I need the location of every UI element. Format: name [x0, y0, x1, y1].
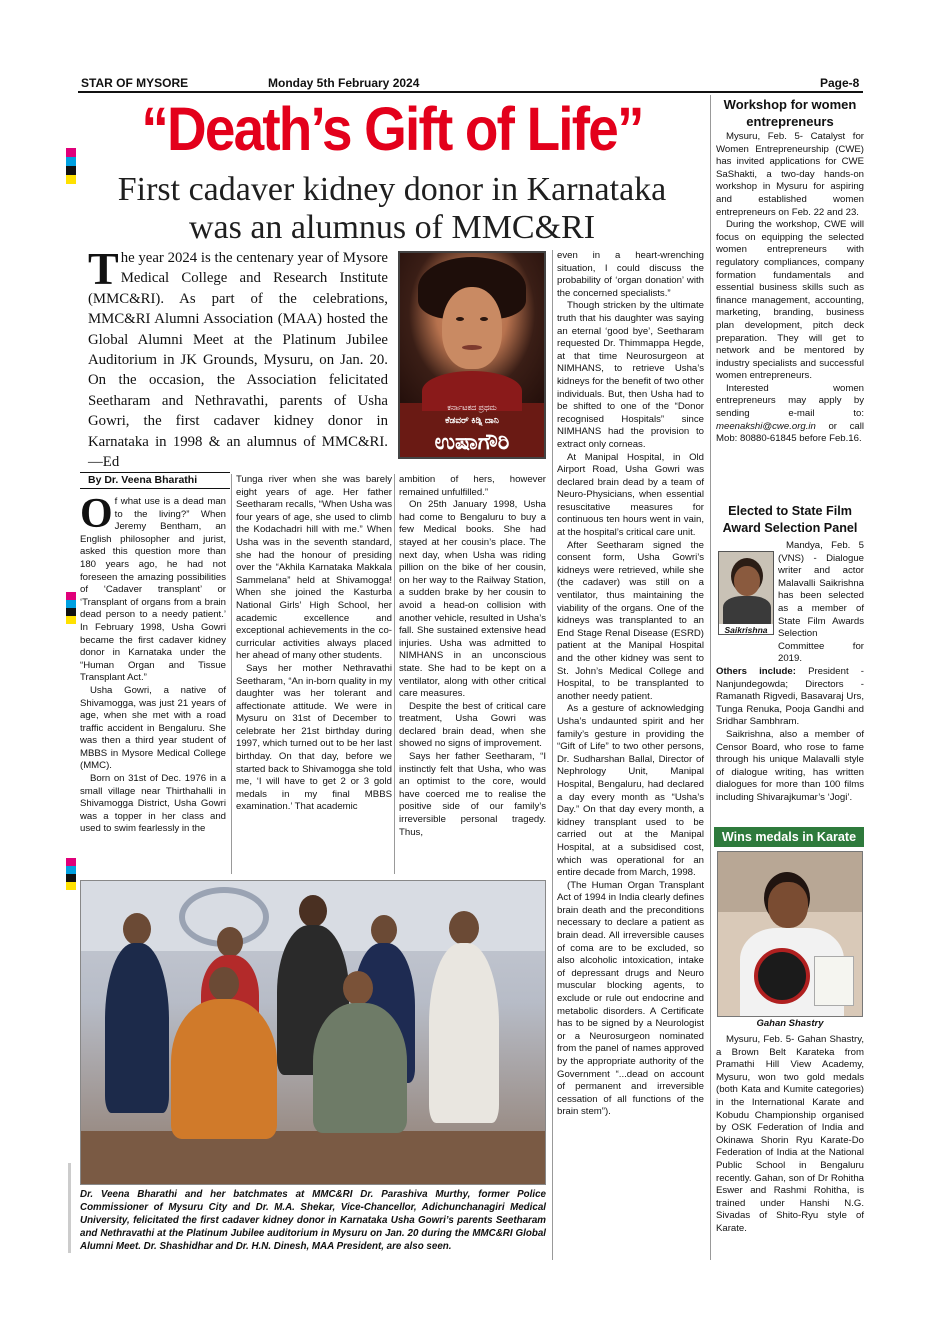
kannada-name: ಉಷಾಗೌರಿ — [434, 429, 510, 454]
karate-photo — [717, 851, 863, 1017]
headline: “Death’s Gift of Life” — [141, 95, 643, 163]
column-rule-2 — [394, 474, 395, 874]
issue-date: Monday 5th February 2024 — [268, 76, 420, 90]
caption-rule — [68, 1163, 71, 1253]
col1-para-1: f what use is a dead man to the living?” When Jeremy Bentham, an English philosopher and jurist, asked this question more than 180 years ago, he had not foreseen the amazing possibilities of ‘Cadaver transplant’ or ‘Transplant of organs from a brain dead person to a needy patient.’ In February 1998, Usha Gowri became the first cadaver kidney donor in Karnataka under the “Human Organ and Tissue Transplant Act.” — [80, 496, 226, 684]
col3-para-2: On 25th January 1998, Usha had come to Bengaluru to buy a few Medical books. She had stayed at her cousin’s place. The next day, when Usha was riding pillion on the bike of her cousin, on her way to the Railway Station, a sudden brake by her cousin to avoid a head-on collision with another vehicle, resulted in Usha’s fall. She sustained extensive head injuries. Usha was admitted to NIMHANS in an unconscious state. She had to be kept on a ventilator, along with other critical care measures. — [399, 499, 546, 700]
byline: By Dr. Veena Bharathi — [88, 474, 198, 486]
sidebar-film-title: Elected to State Film Award Selection Panel — [722, 504, 858, 535]
saikrishna-caption: Saikrishna — [719, 624, 773, 635]
byline-rule — [80, 472, 230, 473]
article-column-3 — [399, 474, 546, 839]
col3-para-4: Says her father Seetharam, “I instinctly felt that Usha, who was an optimist to the core, would have coerced me to realise the positive side of our family’s irreversible personal tragedy. Thus, — [399, 751, 546, 838]
col4-para-2: Though stricken by the ultimate truth that his daughter was saying an eternal ‘good bye’, Seetharam requested Dr. Thimmappa Hegde, at that time Neurosurgeon at NIMHANS, to retrieve Usha’s kidneys for the benefit of two other individuals. But, then Usha had to be shifted to one of the “Donor recognised Hospitals” since NIMHANS had the provision to extract only corneas. — [557, 300, 704, 450]
sidebar-workshop-title: Workshop for women entrepreneurs — [723, 97, 857, 129]
kannada-caption-mid: ಕೆಡವರ್ ಕಿಡ್ನಿ ದಾನಿ — [445, 415, 499, 425]
sidebar-workshop-email[interactable]: meenakshi@cwe.org.in — [716, 420, 816, 432]
registration-marks-mid — [66, 592, 76, 624]
registration-marks-low — [66, 858, 76, 890]
col2-para-2: Says her mother Nethravathi Seetharam, “An in-born quality in my daughter was her tolerant and affectionate attitude. We were in Mysuru on 31st of December to celebrate her 21st birthday during 1997, which turned out to be her last birthday. On that day, before we started back to Shivamogga she told me, ‘I will have to get 2 or 3 gold medals in my final MBBS examination.’ That academic — [236, 662, 392, 813]
sidebar-karate-title: Wins medals in Karate — [721, 830, 857, 844]
col4-para-4: After Seetharam signed the consent form, Usha Gowri’s kidneys were retrieved, while she (the cadaver) was still on a ventilator, thus maintaining the viability of the organs. One of the kidneys was transplanted to an End Stage Renal Disease (ESRD) patient at the Manipal Hospital and the other kidney was sent to St. John’s Medical College and Hospital, to be transplanted to another needy patient. — [557, 539, 704, 702]
column-rule-3 — [552, 250, 553, 1260]
column-rule-1 — [231, 474, 232, 874]
article-column-1 — [80, 491, 226, 836]
sidebar-film-para-2: Saikrishna, also a member of Censor Board, who rose to fame through his unique Malavalli style of dialogue writing, has written dialogues for more than 100 films including Shivarajkumar’s ‘Jogi’. — [716, 728, 864, 803]
column-rule-sidebar — [710, 95, 711, 1260]
subheadline-1: First cadaver kidney donor in Karnataka — [117, 171, 667, 208]
intro-dropcap: T — [88, 243, 119, 294]
portrait-photo — [398, 251, 546, 459]
page-number: Page-8 — [820, 76, 860, 90]
article-column-4 — [557, 250, 704, 1119]
sidebar-karate-body — [716, 1034, 864, 1236]
group-photo — [80, 880, 546, 1185]
col3-para-3: Despite the best of critical care treatment, Usha Gowri was declared brain dead, when she showed no signs of improvement. — [399, 700, 546, 750]
col2-para-1: Tunga river when she was barely eight years of age. Her father Seetharam recalls, “When Usha was four years of age, she used to climb the Kodachadri hill with me.” When Usha was in the seventh standard, she had the honour of presiding over the “Akhila Karnataka Makkala Sammelana” held at Shivamogga! When she joined the Kasturba National Girls’ High School, her academic excellence and exceptional achievements in the co-curricular activities always placed her ahead of many other students. — [236, 474, 392, 662]
col4-para-5: As a gesture of acknowledging Usha’s undaunted spirit and her family’s gesture in providing the “Gift of Life” to two other persons, Dr. Sudharshan Ballal, Director of Nephrology Unit, Manipal Hospital, Bengaluru, had declared a day every month as “Usha’s Day.” On that day every month, a kidney transplant used to be carried out at the Manipal Hospital, at a subsidised cost, which was operational for an entire decade from March, 1998. — [557, 703, 704, 879]
sidebar-workshop-para-2: During the workshop, CWE will focus on equipping the selected women entrepreneurs with regulatory compliances, company formation fundamentals and essential business skills such as finance management, accounting, marketing, branding, business plan development, pitch deck preparation. They will get to network and be mentored by industry specialists and successful women entrepreneurs. — [716, 219, 864, 382]
paper-name: STAR OF MYSORE — [81, 76, 189, 90]
sidebar-karate-para-1: Mysuru, Feb. 5- Gahan Shastry, a Brown Belt Karateka from Pramathi Hill View Academy, Mysuru, won two gold medals (both Kata and Kumite categories) in the International Karate and Kobudu Championship organised by OSK Federation of India and Okinawa Shorin Ryu Karate-Do Federation of India at the National Public School in Bengaluru recently. Gahan, son of Dr Rohitha Eswer and Rashmi Rohitha, is trained under Hanshi N.G. Sivadas of Shito-Ryu style of Karate. — [716, 1034, 864, 1234]
sidebar-workshop-para-1: Mysuru, Feb. 5- Catalyst for Women Entrepreneurship (CWE) has invited applications for CWE SaShakti, a two-day hands-on workshop in Mysuru for aspiring and established women entrepreneurs on Feb. 22 and 23. — [716, 131, 864, 218]
col1-para-2: Usha Gowri, a native of Shivamogga, was just 21 years of age, when she met with a road traffic accident in Bengaluru. She was then a third year student of MBBS in Mysore Medical College (MMC). — [80, 684, 226, 772]
col4-para-1: even in a heart-wrenching situation, I could discuss the probability of ‘organ donation’ with the concerned specialists.” — [557, 250, 704, 299]
saikrishna-photo — [718, 551, 774, 635]
article-column-2 — [236, 474, 392, 814]
intro-block — [88, 243, 388, 472]
group-photo-caption: Dr. Veena Bharathi and her batchmates at MMC&RI Dr. Parashiva Murthy, former Police Commissioner of Mysuru City and Dr. M.A. Shekar, Vice-Chancellor, Adichunchanagiri Medical University, felicitated the first cadaver kidney donor in Karnataka Usha Gowri’s parents Seetharam and Nethravathi at the Platinum Jubilee auditorium in Mysuru on Jan. 20 during the MMC&RI Global Alumni Meet. Dr. Shashidhar and Dr. H.N. Dinesh, MAA President, are also seen. — [80, 1189, 546, 1252]
sidebar-film-others-label: Others include: — [716, 665, 796, 677]
sidebar-workshop-para-3b: or call Mob: 80880-61845 before Feb.16. — [716, 420, 864, 445]
byline-rule-bottom — [80, 488, 230, 489]
karate-caption: Gahan Shastry — [756, 1018, 824, 1029]
sidebar-film-award — [716, 503, 864, 804]
col1-dropcap: O — [80, 491, 113, 537]
col1-para-3: Born on 31st of Dec. 1976 in a small village near Thirthahalli in Shivamogga District, Usha Gowri was a topper in her class and used to swim fearlessly in the — [80, 773, 226, 835]
col4-para-3: At Manipal Hospital, in Old Airport Road, Usha Gowri was declared brain dead by a team of Neuro-Physicians, when essential resuscitative measures for continuous ten hours went in vain, at the hospital’s critical care unit. — [557, 451, 704, 539]
col4-para-6: (The Human Organ Transplant Act of 1994 in India clearly defines brain death and the preconditions necessary to declare a patient as brain dead. All irreversible causes of coma are to be excluded, so also alcoholic intoxication, intake of depressant drugs and Neuro muscular blocking agents, to exclude or rule out endocrine and metabolic disorders. A Certificate has to be signed by a Neurologist or a Neurosurgeon nominated from the panel of names approved by the appropriate authority of the Government “...dead on account of permanent and irreversible cessation of all functions of the brain stem”). — [557, 879, 704, 1118]
col3-para-1: ambition of hers, however remained unfulfilled.” — [399, 474, 546, 498]
sidebar-karate-banner — [714, 827, 864, 847]
registration-marks-top — [66, 148, 76, 184]
subheadline-2: was an alumnus of MMC&RI — [188, 209, 596, 246]
sidebar-film-para-1: Mandya, Feb. 5 (VNS) - Dialogue writer and actor Malavalli Saikrishna has been selected as a member of State Film Awards Selection Committee for 2019. — [778, 540, 864, 665]
intro-text: he year 2024 is the centenary year of Mysore Medical College and Research Institute (MMC&RI). As part of the celebrations, MMC&RI Alumni Association (MAA) hosted the Global Alumni Meet at the Platinum Jubilee Auditorium in JK Grounds, Mysuru, on Jan. 20. On the occasion, the Association felicitated Seetharam and Nethravathi, parents of Usha Gowri, the first cadaver kidney donor in Karnataka in 1998 & an alumnus of MMC&RI. —Ed — [88, 250, 388, 471]
sidebar-workshop-para-3a: Interested women entrepreneurs may apply by sending e-mail to: — [716, 382, 864, 420]
kannada-caption-top: ಕರ್ನಾಟಕದ ಪ್ರಥಮ — [447, 403, 497, 412]
face-shape — [442, 287, 502, 369]
sidebar-film-para-1b: President - Nanjundegowda; Directors - Ramanath Rigvedi, Basavaraj Urs, Tunga Renuka, Pooja Gandhi and Sridhar Sambhram. — [716, 665, 864, 728]
sidebar-workshop — [716, 96, 864, 446]
